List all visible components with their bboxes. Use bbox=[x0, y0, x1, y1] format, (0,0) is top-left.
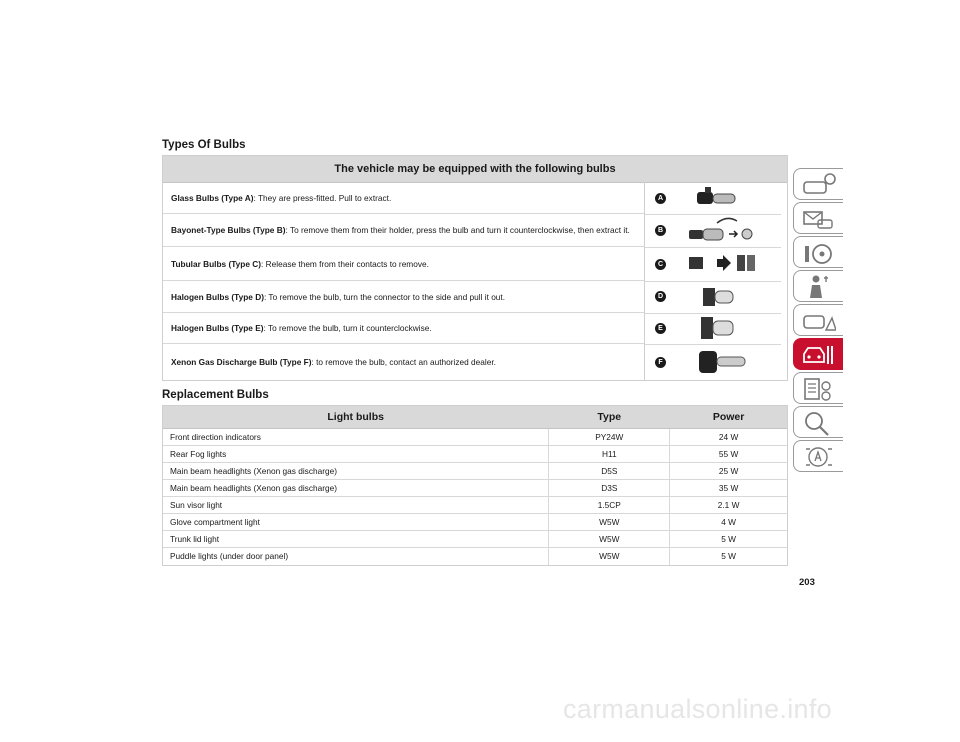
bulb-type-name: Tubular Bulbs (Type C) bbox=[171, 258, 262, 269]
cell-power: 24 W bbox=[718, 432, 739, 442]
cell-power: 25 W bbox=[718, 466, 739, 476]
bulb-type-desc: : to remove the bulb, contact an authorized dealer. bbox=[311, 357, 496, 367]
bulb-type-name: Halogen Bulbs (Type E) bbox=[171, 323, 264, 333]
tab-warning[interactable] bbox=[793, 304, 843, 336]
table-row bbox=[163, 497, 787, 514]
halogen-bulb-e-icon bbox=[687, 313, 747, 343]
bulb-image-a bbox=[645, 182, 781, 215]
halogen-bulb-d-icon bbox=[687, 282, 747, 312]
replacement-bulbs-table bbox=[162, 405, 788, 566]
cell-light: Puddle lights (under door panel) bbox=[163, 548, 549, 565]
cell-power: 2.1 W bbox=[717, 500, 740, 510]
bulb-type-name: Bayonet-Type Bulbs (Type B) bbox=[171, 225, 286, 235]
cell-light: Main beam headlights (Xenon gas discharge) bbox=[163, 463, 549, 479]
header-type: Type bbox=[549, 406, 670, 428]
table-row bbox=[163, 480, 787, 497]
bulb-type-desc: : To remove them from their holder, press the bulb and turn it counterclockwise, then extract it. bbox=[285, 225, 630, 235]
header-light-bulbs: Light bulbs bbox=[163, 406, 549, 428]
letter-badge: A bbox=[655, 193, 666, 204]
table-row bbox=[163, 446, 787, 463]
language-icon bbox=[802, 444, 836, 470]
tab-search[interactable] bbox=[793, 406, 843, 438]
header-power: Power bbox=[712, 411, 745, 423]
tab-language[interactable] bbox=[793, 440, 843, 472]
cell-light: Rear Fog lights bbox=[163, 446, 549, 462]
tab-maintenance[interactable] bbox=[793, 338, 843, 370]
tab-specs[interactable] bbox=[793, 372, 843, 404]
tab-steering[interactable] bbox=[793, 236, 843, 268]
bayonet-bulb-icon bbox=[687, 215, 761, 245]
cell-type: D3S bbox=[549, 480, 670, 496]
bulb-type-desc: : To remove the bulb, turn it counterclockwise. bbox=[263, 323, 432, 333]
cell-type: PY24W bbox=[549, 429, 670, 445]
steering-wheel-icon bbox=[802, 240, 836, 266]
cell-type: W5W bbox=[549, 531, 670, 547]
magnifier-icon bbox=[802, 410, 836, 436]
letter-badge: E bbox=[655, 323, 666, 334]
cell-light: Glove compartment light bbox=[163, 514, 549, 530]
bulb-type-name: Xenon Gas Discharge Bulb (Type F) bbox=[171, 357, 312, 367]
table-row bbox=[163, 463, 787, 480]
tubular-bulb-icon bbox=[687, 249, 761, 279]
bulb-illustrations bbox=[644, 182, 788, 380]
bulb-image-b bbox=[645, 214, 781, 248]
table-row bbox=[163, 514, 787, 531]
cell-type: H11 bbox=[549, 446, 670, 462]
cell-light: Sun visor light bbox=[163, 497, 549, 513]
bulb-type-row-b bbox=[163, 214, 644, 247]
glass-bulb-icon bbox=[687, 184, 747, 212]
cell-type: 1.5CP bbox=[549, 497, 670, 513]
cell-power: 5 W bbox=[721, 551, 736, 561]
page-number: 203 bbox=[799, 577, 815, 588]
tab-safety[interactable] bbox=[793, 270, 843, 302]
seatbelt-person-icon bbox=[802, 274, 836, 300]
bulb-image-c bbox=[645, 247, 781, 282]
cell-light: Main beam headlights (Xenon gas discharge) bbox=[163, 480, 549, 496]
cell-type: W5W bbox=[549, 548, 670, 565]
table-row bbox=[163, 548, 787, 565]
car-wrench-icon bbox=[802, 342, 836, 368]
bulb-type-desc: : Release them from their contacts to remove. bbox=[261, 258, 429, 269]
bulb-type-row-a bbox=[163, 182, 644, 214]
xenon-bulb-icon bbox=[687, 347, 757, 377]
cell-light: Trunk lid light bbox=[163, 531, 549, 547]
bulb-type-name: Glass Bulbs (Type A) bbox=[171, 192, 254, 203]
cell-power: 55 W bbox=[718, 449, 739, 459]
cell-power: 4 W bbox=[721, 517, 736, 527]
bulb-type-name: Halogen Bulbs (Type D) bbox=[171, 291, 264, 302]
car-info-icon bbox=[802, 172, 836, 198]
table-row bbox=[163, 531, 787, 548]
tab-car-info[interactable] bbox=[793, 168, 843, 200]
cell-light: Front direction indicators bbox=[163, 429, 549, 445]
bulb-type-desc: : They are press-fitted. Pull to extract. bbox=[253, 192, 392, 203]
bulb-types-table bbox=[162, 155, 788, 381]
cell-power: 35 W bbox=[718, 483, 739, 493]
table-row bbox=[163, 429, 787, 446]
bulb-type-row-e bbox=[163, 313, 644, 344]
bulb-image-d bbox=[645, 281, 781, 314]
bulb-type-row-d bbox=[163, 281, 644, 313]
letter-badge: C bbox=[655, 259, 666, 270]
car-warning-icon bbox=[802, 308, 836, 334]
bulb-type-desc: : To remove the bulb, turn the connector to the side and pull it out. bbox=[263, 291, 506, 302]
bulb-type-row-c bbox=[163, 247, 644, 281]
watermark-url: carmanualsonline.info bbox=[563, 694, 832, 724]
letter-badge: F bbox=[655, 357, 666, 368]
types-of-bulbs-title: Types Of Bulbs bbox=[162, 139, 246, 151]
tab-envelope-car[interactable] bbox=[793, 202, 843, 234]
replacement-bulbs-title: Replacement Bulbs bbox=[162, 389, 269, 401]
cell-type: D5S bbox=[549, 463, 670, 479]
bulb-image-f bbox=[645, 344, 781, 380]
letter-badge: B bbox=[655, 225, 666, 236]
specs-list-icon bbox=[802, 376, 836, 402]
bulb-types-header: The vehicle may be equipped with the following bulbs bbox=[163, 156, 787, 183]
bulb-image-e bbox=[645, 313, 781, 345]
envelope-car-icon bbox=[802, 206, 836, 232]
bulb-type-row-f bbox=[163, 344, 644, 380]
letter-badge: D bbox=[655, 291, 666, 302]
cell-power: 5 W bbox=[721, 534, 736, 544]
table-header bbox=[163, 406, 787, 429]
cell-type: W5W bbox=[549, 514, 670, 530]
